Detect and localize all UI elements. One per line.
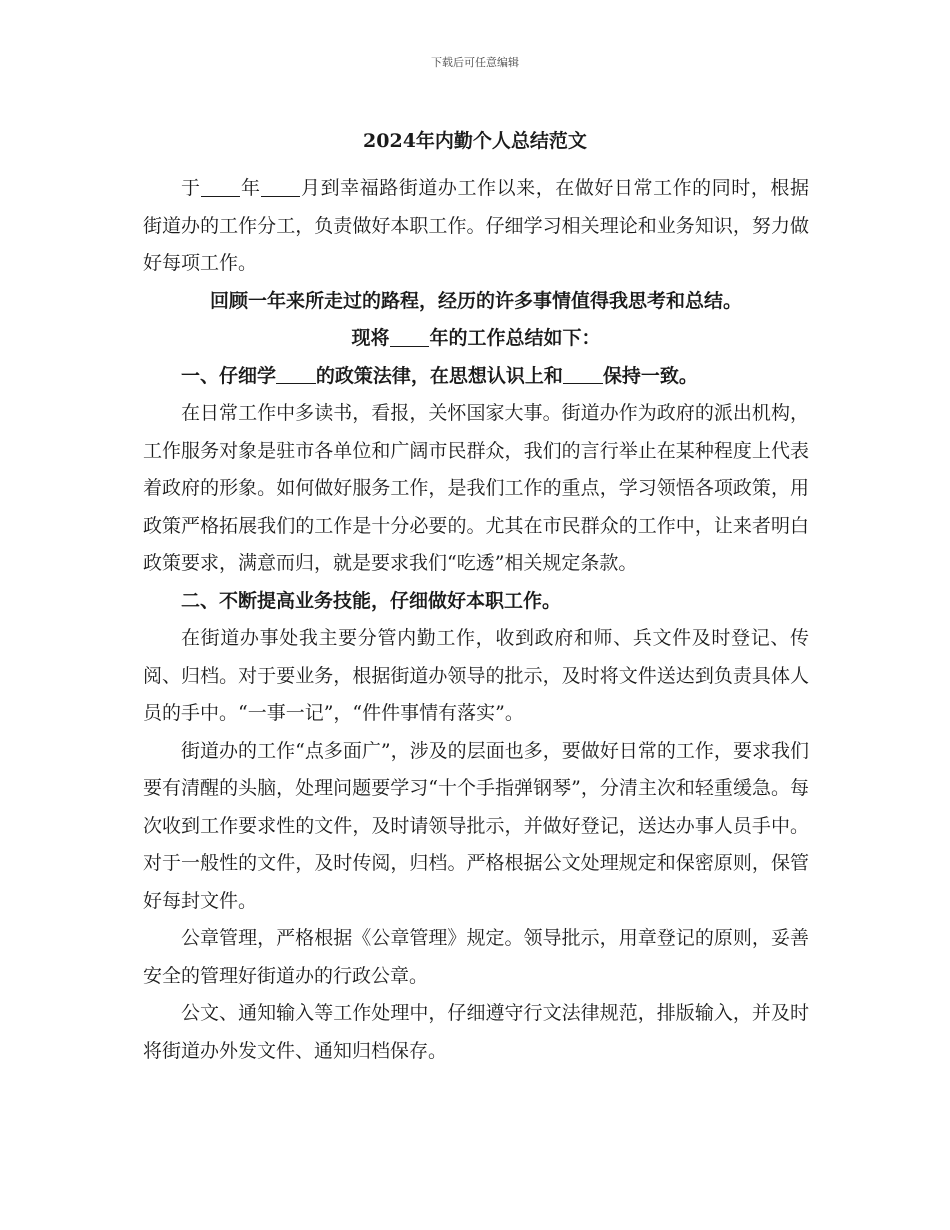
heading-1-part-c: 保持一致。 [602, 364, 698, 387]
blank-underline [261, 177, 301, 197]
summary-lead-start: 现将 [351, 327, 390, 349]
intro-text-rest: 月到幸福路街道办工作以来，在做好日常工作的同时，根据街道办的工作分工，负责做好本职工作。仔细学习相关理论和业务知识，努力做好每项工作。 [143, 177, 809, 274]
blank-underline [390, 327, 430, 347]
intro-text-year: 年 [240, 177, 261, 199]
paragraph-section-2a: 在街道办事处我主要分管内勤工作，收到政府和师、兵文件及时登记、传阅、归档。对于要业务，根据街道办领导的批示，及时将文件送达到负责具体人员的手中。“一事一记”，“件件事情有落实”。 [143, 627, 809, 724]
paragraph-section-2d: 公文、通知输入等工作处理中，仔细遵守行文法律规范，排版输入，并及时将街道办外发文件、通知归档保存。 [143, 1002, 809, 1062]
page-header-note: 下载后可任意编辑 [431, 56, 519, 69]
section-heading-1 [143, 358, 809, 396]
document-title: 2024年内勤个人总结范文 [363, 130, 587, 152]
paragraph-section-2b: 街道办的工作“点多面广”，涉及的层面也多，要做好日常的工作，要求我们要有清醒的头脑，处理问题要学习“十个手指弹钢琴”，分清主次和轻重缓急。每次收到工作要求性的文件，及时请领导批示，并做好登记，送达办事人员手中。对于一般性的文件，及时传阅，归档。严格根据公文处理规定和保密原则，保管好每封文件。 [143, 739, 809, 912]
paragraph-review: 回顾一年来所走过的路程，经历的许多事情值得我思考和总结。 [209, 289, 742, 312]
section-heading-2: 二、不断提高业务技能，仔细做好本职工作。 [181, 589, 562, 612]
paragraph-section-1: 在日常工作中多读书，看报，关怀国家大事。街道办作为政府的派出机构，工作服务对象是驻市各单位和广阔市民群众，我们的言行举止在某种程度上代表着政府的形象。如何做好服务工作，是我们工作的重点，学习领悟各项政策，用政策严格拓展我们的工作是十分必要的。尤其在市民群众的工作中，让来者明白政策要求，满意而归，就是要求我们“吃透”相关规定条款。 [143, 402, 809, 574]
paragraph-summary-lead [143, 320, 809, 358]
blank-underline [563, 364, 603, 384]
summary-lead-end: 年的工作总结如下： [429, 327, 601, 349]
blank-underline [201, 177, 241, 197]
heading-1-part-b: 的政策法律，在思想认识上和 [315, 364, 563, 387]
blank-underline [276, 364, 316, 384]
paragraph-intro [143, 170, 809, 283]
intro-text-start: 于 [181, 177, 201, 199]
document-body [143, 170, 809, 1070]
paragraph-section-2c: 公章管理，严格根据《公章管理》规定。领导批示，用章登记的原则，妥善安全的管理好街道办的行政公章。 [143, 927, 809, 987]
heading-1-part-a: 一、仔细学 [181, 364, 277, 387]
